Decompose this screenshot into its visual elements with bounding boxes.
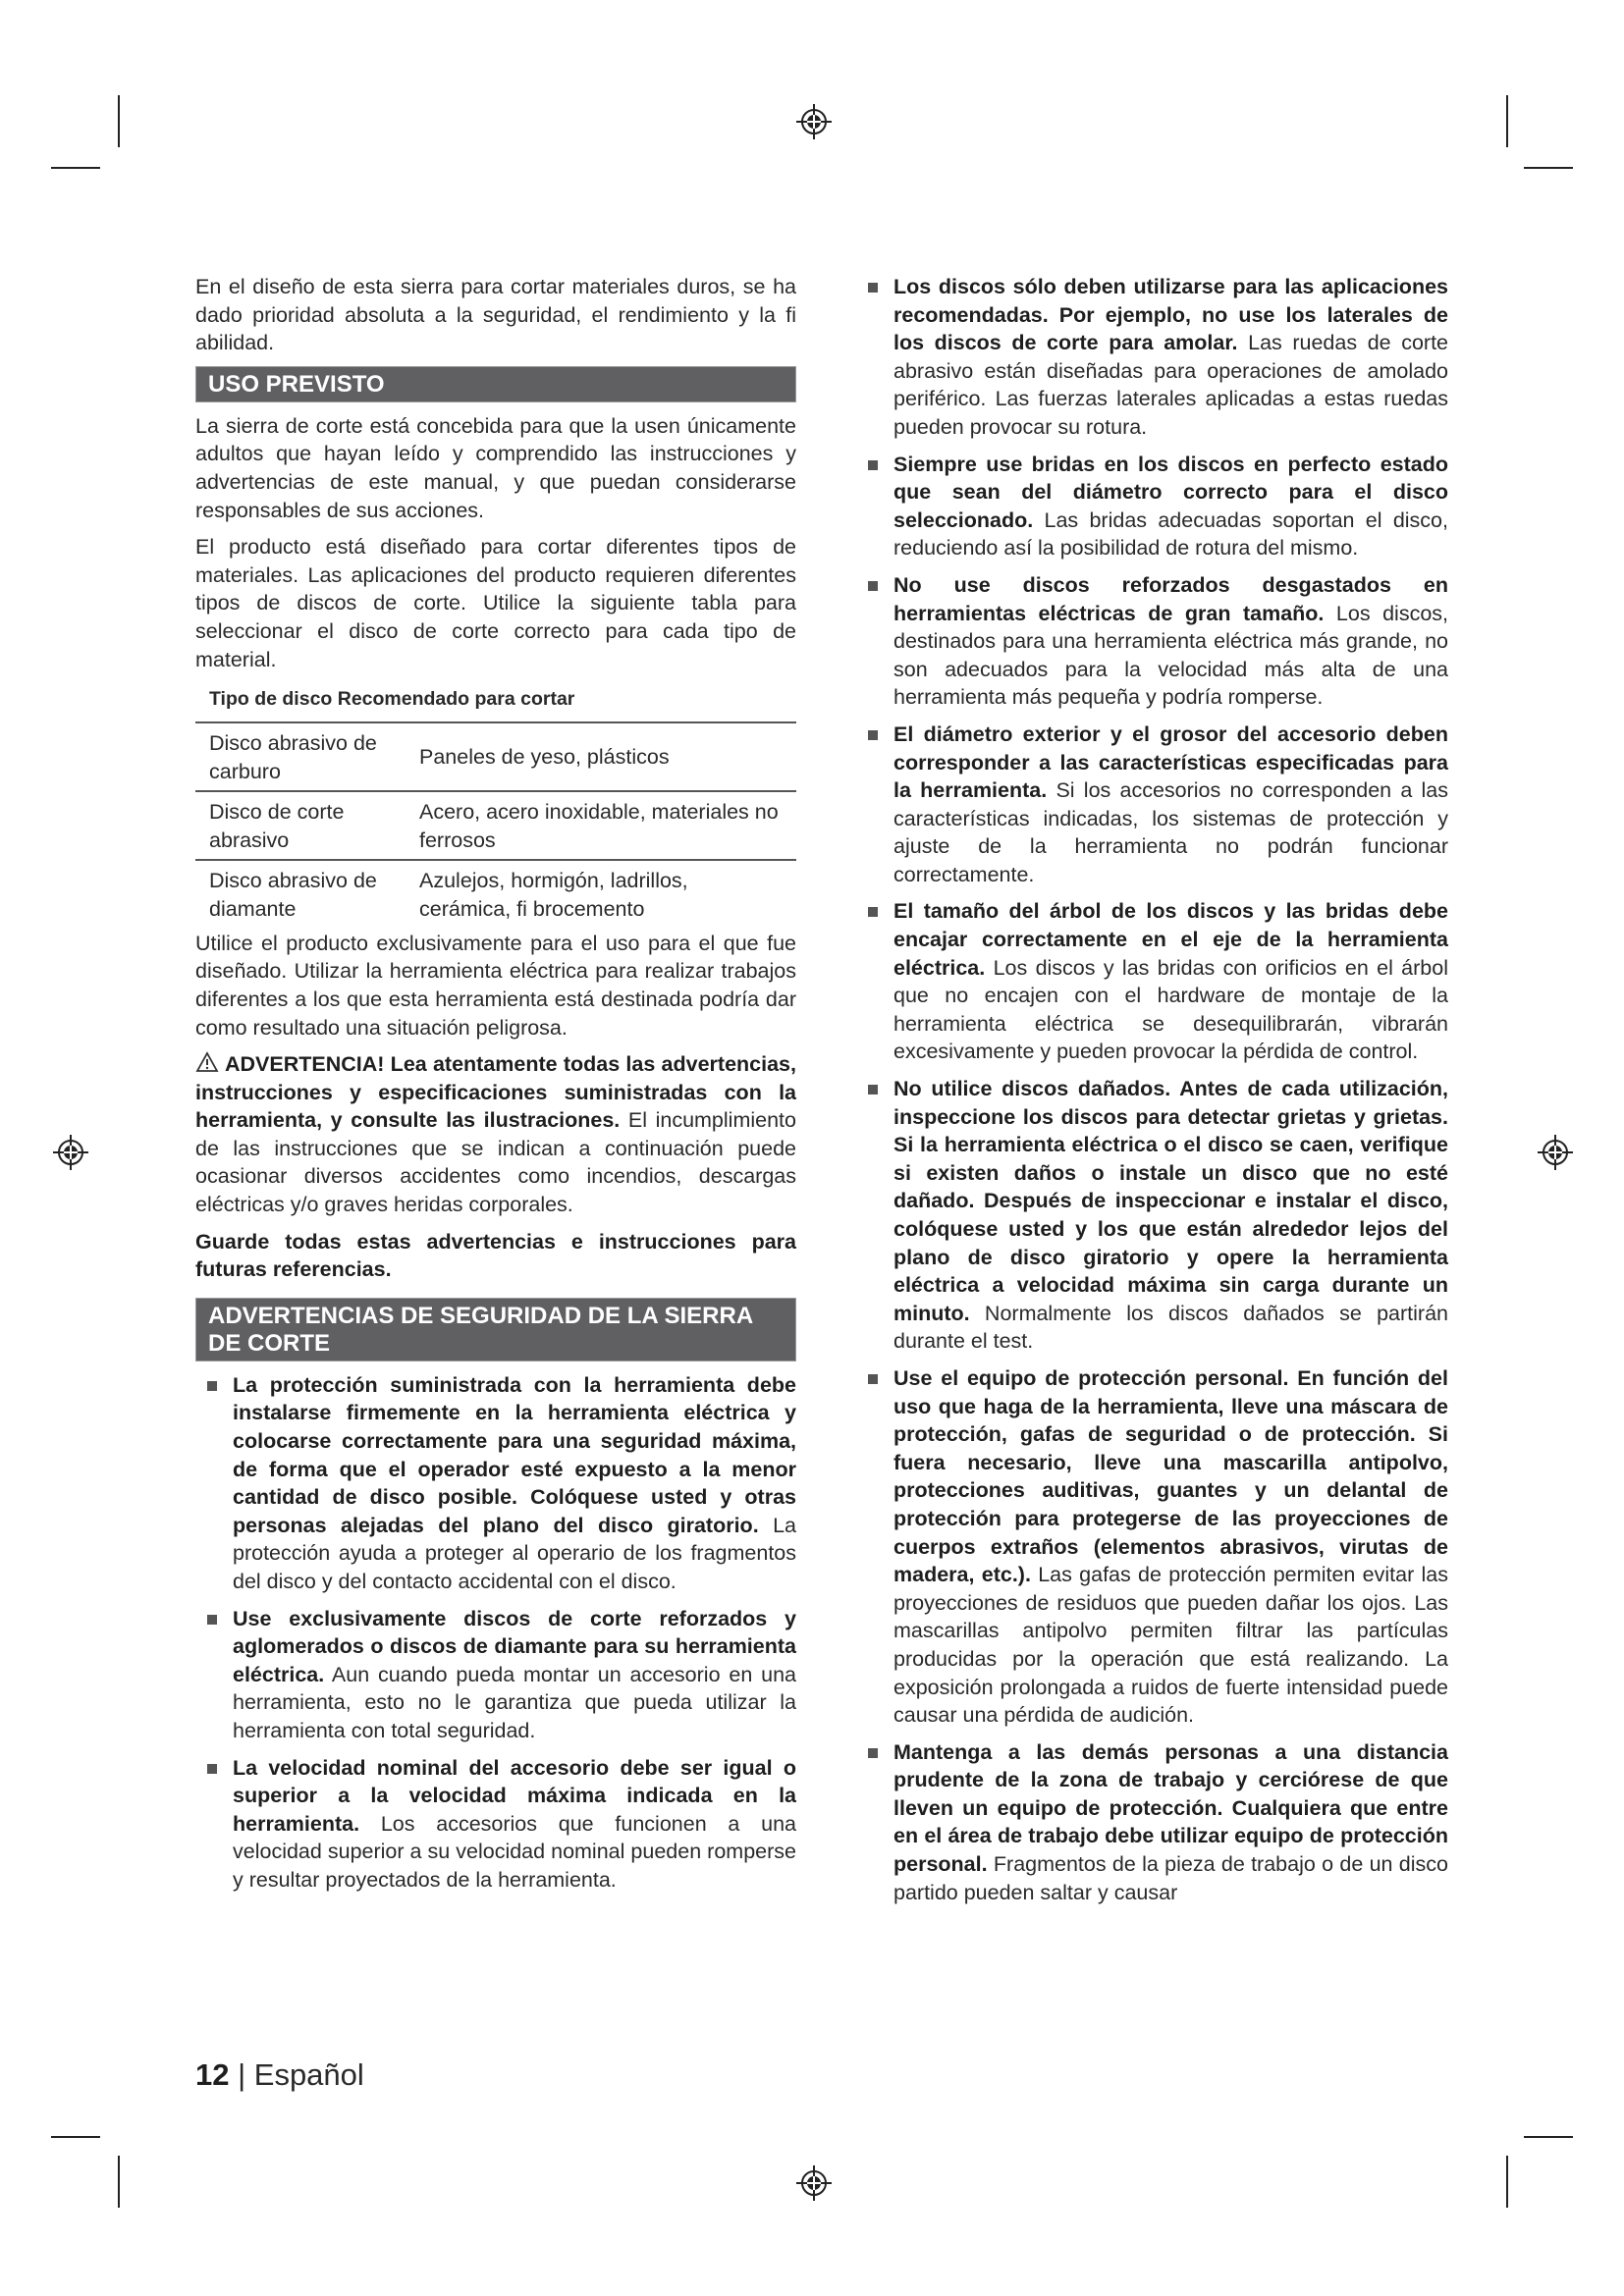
disc-type-cell: Disco abrasivo de diamante	[209, 868, 377, 921]
table-row	[195, 860, 796, 928]
bullet-bold-text: Use el equipo de protección personal. En función del uso que haga de la herramienta, lleve una máscara de protección, gafas de seguridad o de protección. Si fuera necesario, lleve una mascarilla antipolvo, protecciones auditivas, guantes y un delantal de protección para protegerse de las proyecciones de cuerpos extraños (elementos abrasivos, virutas de madera, etc.).	[893, 1365, 1448, 1587]
bullet-text: Los discos, destinados para una herramienta eléctrica más grande, no son adecuados para la velocidad más alta de una herramienta más pequeña y podría romperse.	[893, 601, 1448, 710]
bullet-text: Si los accesorios no corresponden a las características indicadas, los sistemas de protección y ajuste de la herramienta no podrán funcionar correctamente.	[893, 778, 1448, 886]
square-bullet-icon	[207, 1381, 217, 1391]
bullet-text: La protección ayuda a proteger al operario de los fragmentos del disco y del contacto accidental con el disco.	[233, 1513, 796, 1593]
footer-language: Español	[253, 2057, 364, 2092]
square-bullet-icon	[868, 1374, 878, 1384]
registration-mark-icon	[794, 2163, 834, 2203]
crop-mark	[1524, 167, 1573, 169]
bullet-item	[195, 1754, 796, 1895]
warning-text: El incumplimiento de las instrucciones que se indican a continuación puede ocasionar diversos accidentes como incendios, descargas eléctricas y/o graves heridas corporales.	[195, 1108, 796, 1217]
use-cell: Acero, acero inoxidable, materiales no ferrosos	[419, 799, 779, 852]
disc-type-cell: Disco abrasivo de carburo	[209, 730, 377, 783]
bullet-item	[856, 1738, 1448, 1907]
bullet-bold-text: Use exclusivamente discos de corte reforzados y aglomerados o discos de diamante para su herramienta eléctrica.	[233, 1606, 796, 1686]
warning-paragraph	[195, 1050, 796, 1219]
square-bullet-icon	[868, 907, 878, 917]
square-bullet-icon	[868, 1085, 878, 1095]
page-number: 12	[195, 2057, 230, 2092]
paragraph: Utilice el producto exclusivamente para el uso para el que fue diseñado. Utilizar la herramienta eléctrica para realizar trabajos diferentes a los que esta herramienta está destinada podría dar como resultado una situación peligrosa.	[195, 931, 796, 1040]
left-bullet-list	[195, 1371, 796, 1895]
square-bullet-icon	[207, 1764, 217, 1774]
table-row	[195, 722, 796, 791]
bullet-item	[195, 1605, 796, 1745]
paragraph: El producto está diseñado para cortar diferentes tipos de materiales. Las aplicaciones del producto requieren diferentes tipos de discos de corte. Utilice la siguiente tabla para seleccionar el disco de corte correcto para cada tipo de material.	[195, 535, 796, 671]
section-heading-advertencias: ADVERTENCIAS DE SEGURIDAD DE LA SIERRA DE CORTE	[195, 1298, 796, 1362]
intro-paragraph: En el diseño de esta sierra para cortar materiales duros, se ha dado prioridad absoluta a la seguridad, el rendimiento y la fi abilidad.	[195, 275, 796, 355]
square-bullet-icon	[868, 283, 878, 293]
bullet-text: Las gafas de protección permiten evitar las proyecciones de residuos que pueden dañar los ojos. Las mascarillas antipolvo permiten filtrar las partículas producidas por la operación que está realizando. La exposición prolongada a ruidos de fuerte intensidad puede causar una pérdida de audición.	[893, 1563, 1449, 1728]
square-bullet-icon	[868, 460, 878, 470]
bullet-text: Las ruedas de corte abrasivo están diseñadas para operaciones de amolado periférico. Las fuerzas laterales aplicadas a estas ruedas pueden provocar su rotura.	[893, 331, 1448, 439]
bullet-text: Normalmente los discos dañados se partirán durante el test.	[893, 1301, 1448, 1354]
right-bullet-list	[856, 273, 1448, 1906]
right-column	[856, 273, 1448, 1915]
registration-mark-icon	[1536, 1133, 1575, 1172]
page-footer	[195, 2057, 364, 2093]
bullet-text: Fragmentos de la pieza de trabajo o de un disco partido pueden saltar y causar	[893, 1852, 1448, 1904]
warning-triangle-icon	[195, 1051, 219, 1073]
bullet-bold-text: El diámetro exterior y el grosor del accesorio deben corresponder a las características especificadas para la herramienta.	[893, 721, 1448, 803]
bullet-bold-text: La velocidad nominal del accesorio debe ser igual o superior a la velocidad máxima indicada en la herramienta.	[233, 1755, 796, 1836]
bullet-item	[856, 721, 1448, 889]
registration-mark-icon	[51, 1133, 90, 1172]
square-bullet-icon	[868, 581, 878, 591]
crop-mark	[1506, 2156, 1508, 2208]
bullet-bold-text: Siempre use bridas en los discos en perfecto estado que sean del diámetro correcto para el disco seleccionado.	[893, 452, 1448, 532]
disc-type-cell: Disco de corte abrasivo	[209, 799, 345, 852]
section-heading-uso-previsto: USO PREVISTO	[195, 366, 796, 402]
left-column	[195, 273, 796, 1903]
bullet-text: Los discos y las bridas con orificios en el árbol que no encajen con el hardware de montaje de la herramienta eléctrica se desequilibrarán, vibrarán excesivamente y pueden provocar la pérdida de control.	[893, 955, 1448, 1064]
footer-separator: |	[229, 2057, 254, 2092]
bullet-item	[856, 571, 1448, 712]
warning-bold: ADVERTENCIA! Lea atentamente todas las advertencias, instrucciones y especificaciones suministradas con la herramienta, y consulte las ilustraciones.	[195, 1052, 796, 1133]
bullet-item	[856, 273, 1448, 442]
bullet-text: Aun cuando pueda montar un accesorio en una herramienta, esto no le garantiza que pueda utilizar la herramienta con total seguridad.	[233, 1662, 796, 1742]
bullet-item	[195, 1371, 796, 1596]
bullet-text: Las bridas adecuadas soportan el disco, reduciendo así la posibilidad de rotura del mismo.	[893, 507, 1448, 561]
square-bullet-icon	[868, 1748, 878, 1758]
bullet-item	[856, 1364, 1448, 1730]
crop-mark	[51, 2136, 100, 2138]
paragraph: La sierra de corte está concebida para que la usen únicamente adultos que hayan leído y comprendido las instrucciones y advertencias de este manual, y que puedan considerarse responsables de sus acciones.	[195, 413, 796, 522]
square-bullet-icon	[207, 1615, 217, 1625]
crop-mark	[1524, 2136, 1573, 2138]
disc-table	[195, 721, 796, 928]
table-row	[195, 791, 796, 860]
bullet-bold-text: Los discos sólo deben utilizarse para las aplicaciones recomendadas. Por ejemplo, no use los laterales de los discos de corte para amolar.	[893, 275, 1448, 355]
bullet-bold-text: La protección suministrada con la herramienta debe instalarse firmemente en la herramienta eléctrica y colocarse correctamente para una seguridad máxima, de forma que el operador esté expuesto a la menor cantidad de disco posible. Colóquese usted y otras personas alejadas del plano del disco giratorio.	[233, 1372, 796, 1537]
bullet-bold-text: No use discos reforzados desgastados en herramientas eléctricas de gran tamaño.	[893, 572, 1448, 625]
crop-mark	[118, 2156, 120, 2208]
bullet-item	[856, 897, 1448, 1066]
bullet-item	[856, 451, 1448, 562]
bullet-item	[856, 1075, 1448, 1356]
use-cell: Paneles de yeso, plásticos	[419, 745, 670, 770]
registration-mark-icon	[794, 102, 834, 141]
bullet-bold-text: No utilice discos dañados. Antes de cada utilización, inspeccione los discos para detectar grietas y grietas. Si la herramienta eléctrica o el disco se caen, verifique si existen daños o instale un disco que no esté dañado. Después de inspeccionar e instalar el disco, colóquese usted y los que están alrededor lejos del plano de disco giratorio y opere la herramienta eléctrica a velocidad máxima sin carga durante un minuto.	[893, 1077, 1448, 1325]
bullet-bold-text: Mantenga a las demás personas a una distancia prudente de la zona de trabajo y cerciórese de que lleven un equipo de protección. Cualquiera que entre en el área de trabajo debe utilizar equipo de protección personal.	[893, 1739, 1448, 1877]
square-bullet-icon	[868, 730, 878, 740]
bullet-bold-text: El tamaño del árbol de los discos y las bridas debe encajar correctamente en el eje de la herramienta eléctrica.	[893, 899, 1448, 980]
crop-mark	[1506, 95, 1508, 147]
keep-instructions	[195, 1228, 796, 1284]
bullet-text: Los accesorios que funcionen a una velocidad superior a su velocidad nominal pueden romperse y resultar proyectados de la herramienta.	[233, 1811, 796, 1892]
table-caption: Tipo de disco Recomendado para cortar	[209, 688, 575, 711]
crop-mark	[51, 167, 100, 169]
crop-mark	[118, 95, 120, 147]
keep-instructions-text: Guarde todas estas advertencias e instrucciones para futuras referencias.	[195, 1229, 796, 1282]
use-cell: Azulejos, hormigón, ladrillos, cerámica, fi brocemento	[419, 868, 688, 921]
